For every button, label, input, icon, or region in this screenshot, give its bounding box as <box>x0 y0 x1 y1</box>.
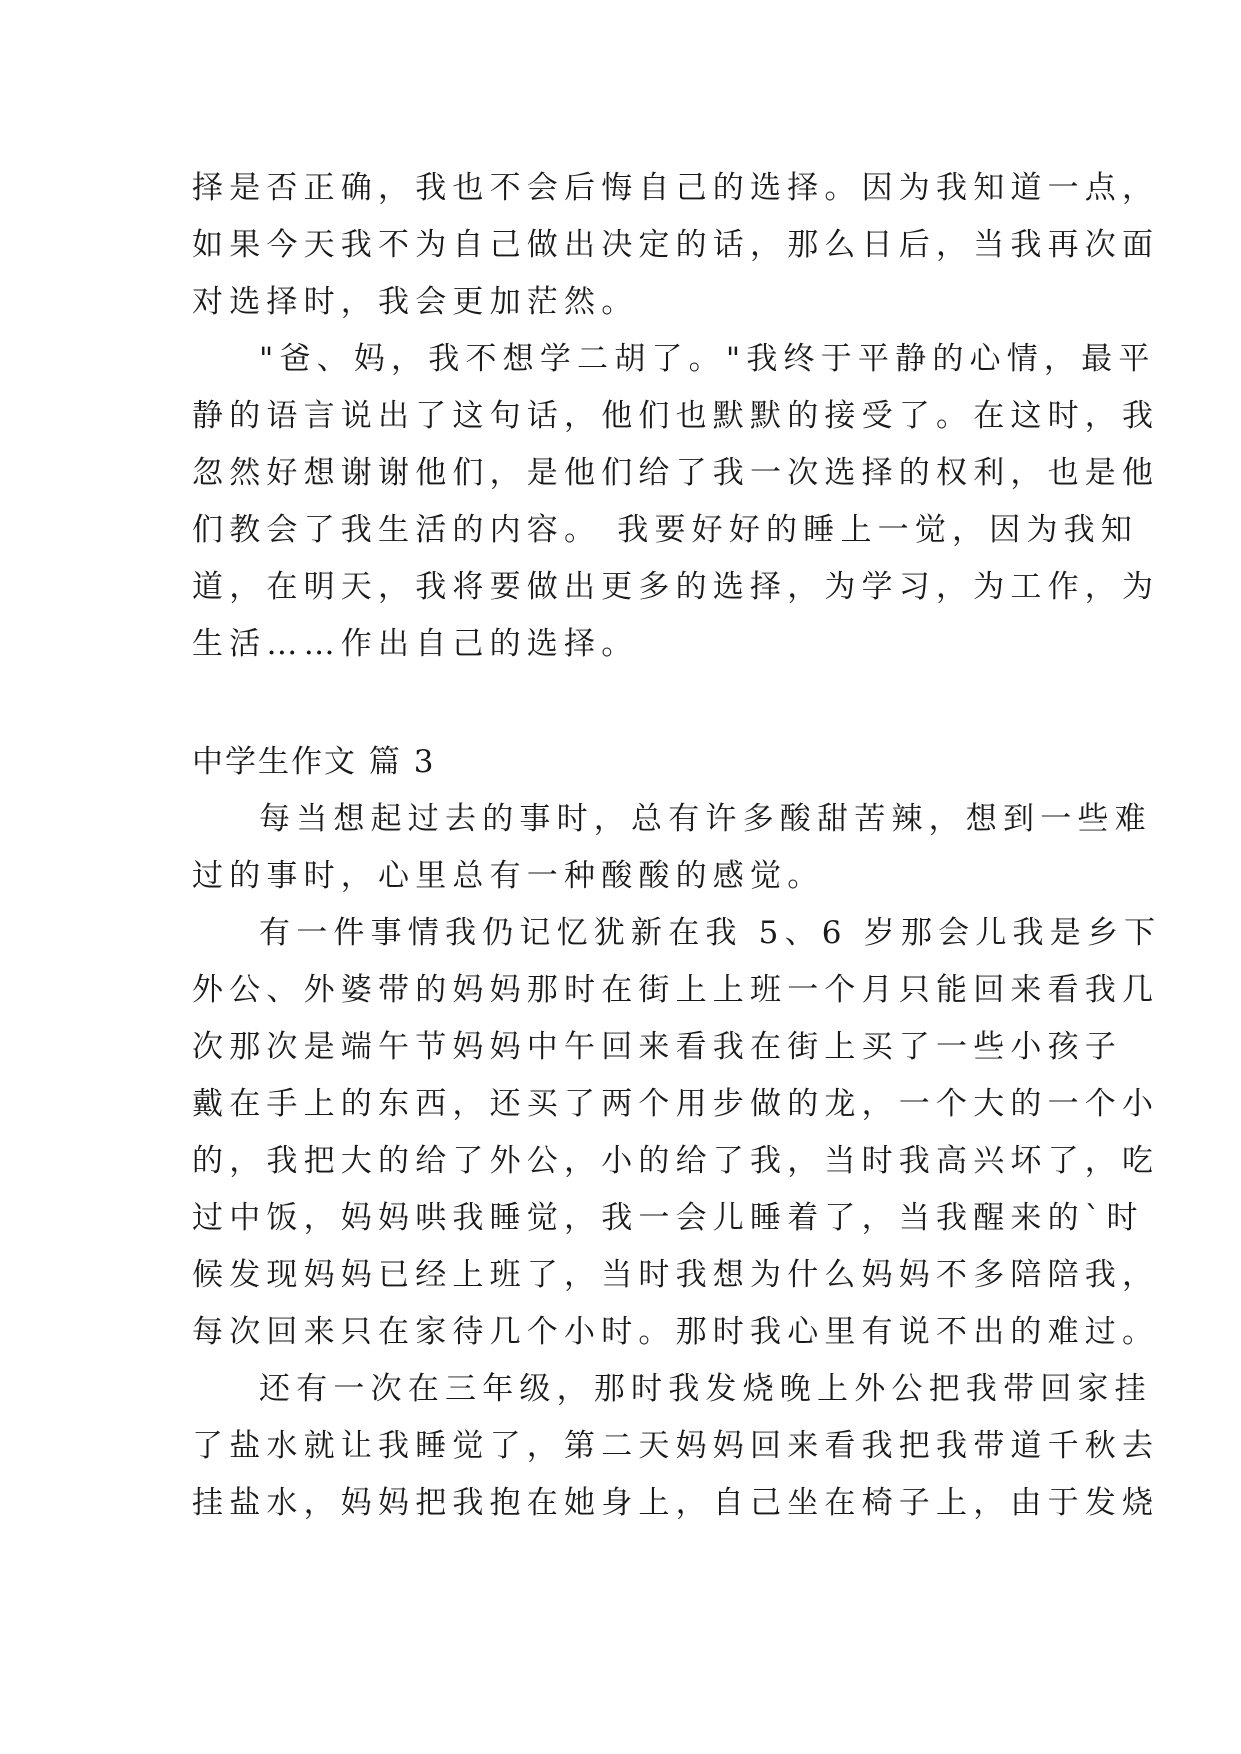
text-line: 生活……作出自己的选择。 <box>192 626 639 662</box>
text-line: 择是否正确，我也不会后悔自己的选择。因为我知道一点， <box>192 170 1160 206</box>
text-line: 每次回来只在家待几个小时。那时我心里有说不出的难过。 <box>192 1314 1160 1350</box>
text-line: 过的事时，心里总有一种酸酸的感觉。 <box>192 858 825 894</box>
text-line: 每当想起过去的事时，总有许多酸甜苦辣，想到一些难 <box>259 801 1152 837</box>
text-line: 道，在明天，我将要做出更多的选择，为学习，为工作，为 <box>192 569 1160 605</box>
text-line: "爸、妈，我不想学二胡了。"我终于平静的心情，最平 <box>259 341 1156 377</box>
text-line: 外公、外婆带的妈妈那时在街上上班一个月只能回来看我几 <box>192 972 1160 1008</box>
text-line: 还有一次在三年级，那时我发烧晚上外公把我带回家挂 <box>259 1371 1152 1407</box>
text-line: 候发现妈妈已经上班了，当时我想为什么妈妈不多陪陪我， <box>192 1257 1160 1293</box>
text-line: 对选择时，我会更加茫然。 <box>192 284 639 320</box>
text-line: 忽然好想谢谢他们，是他们给了我一次选择的权利，也是他 <box>192 455 1160 491</box>
text-line: 戴在手上的东西，还买了两个用步做的龙，一个大的一个小 <box>192 1086 1160 1122</box>
text-line: 有一件事情我仍记忆犹新在我 5、6 岁那会儿我是乡下 <box>259 915 1162 951</box>
text-line: 们教会了我生活的内容。 我要好好的睡上一觉，因为我知 <box>192 512 1139 548</box>
section-heading: 中学生作文 篇 3 <box>192 744 436 780</box>
text-line: 静的语言说出了这句话，他们也默默的接受了。在这时，我 <box>192 398 1160 434</box>
text-line: 次那次是端午节妈妈中午回来看我在街上买了一些小孩子 <box>192 1029 1122 1065</box>
text-line: 挂盐水，妈妈把我抱在她身上，自己坐在椅子上，由于发烧 <box>192 1485 1160 1521</box>
text-line: 如果今天我不为自己做出决定的话，那么日后，当我再次面 <box>192 227 1160 263</box>
text-line: 的，我把大的给了外公，小的给了我，当时我高兴坏了，吃 <box>192 1143 1160 1179</box>
text-line: 过中饭，妈妈哄我睡觉，我一会儿睡着了，当我醒来的`时 <box>192 1200 1144 1236</box>
text-line: 了盐水就让我睡觉了，第二天妈妈回来看我把我带道千秋去 <box>192 1428 1160 1464</box>
